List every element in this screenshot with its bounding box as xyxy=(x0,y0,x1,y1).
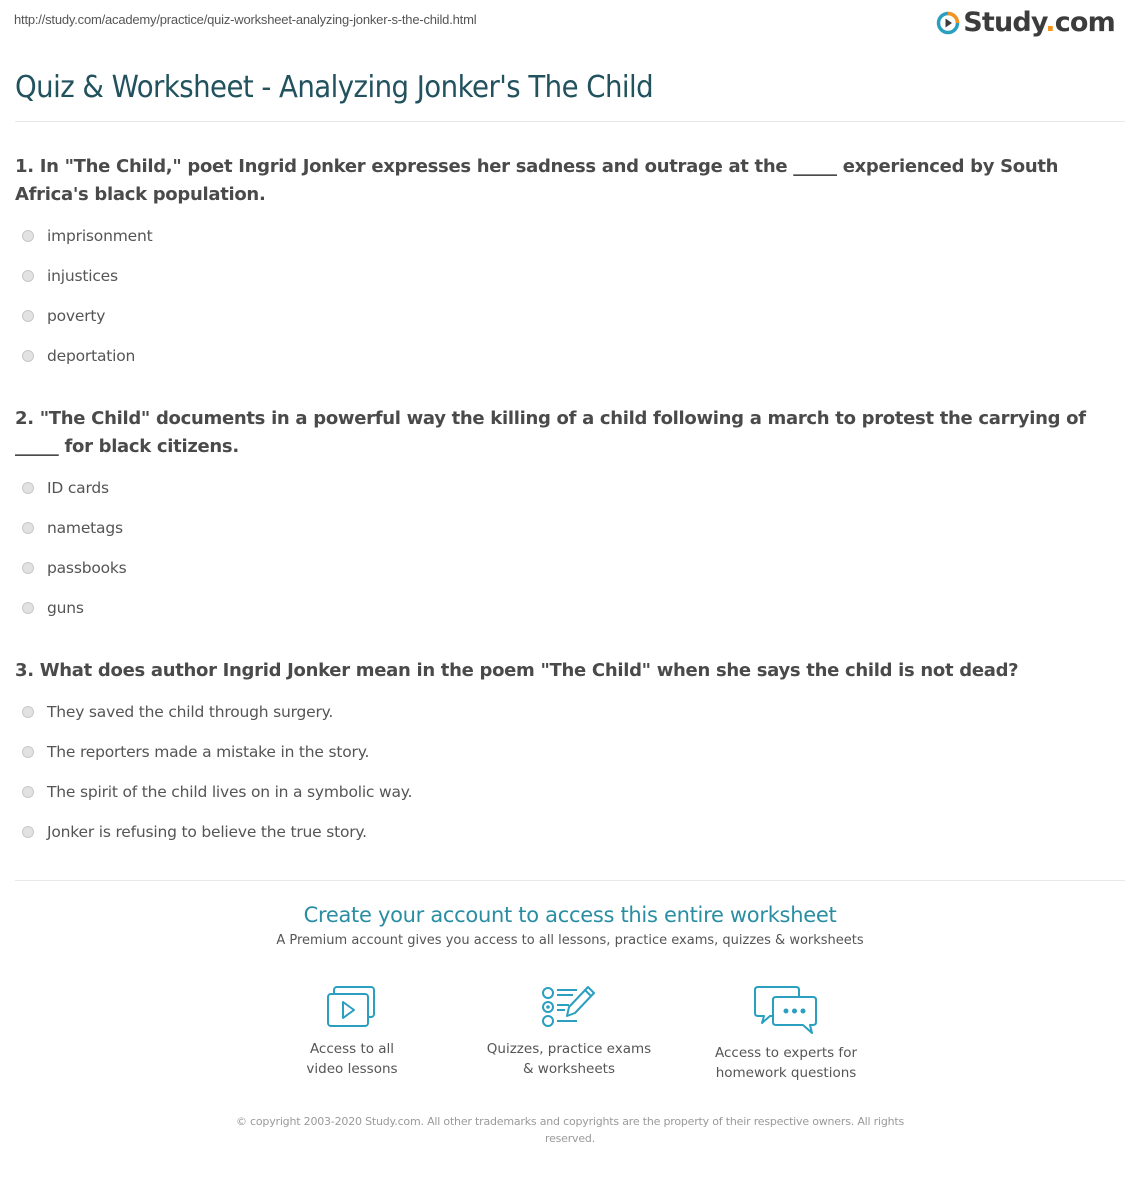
feature-label-line2: & worksheets xyxy=(522,1061,615,1077)
option-label: Jonker is refusing to believe the true story. xyxy=(47,823,367,841)
title-divider xyxy=(15,121,1125,122)
radio-button-icon[interactable] xyxy=(22,522,34,534)
option-label: ID cards xyxy=(47,479,109,497)
option-label: imprisonment xyxy=(47,227,153,245)
option-q3-a[interactable] xyxy=(22,701,333,723)
option-q1-a[interactable] xyxy=(22,225,152,247)
option-label: guns xyxy=(47,599,84,617)
feature-label-line1: Quizzes, practice exams xyxy=(486,1041,652,1057)
copyright-notice: © copyright 2003-2020 Study.com. All other trademarks and copyrights are the property of their respective owners. All rights reserved. xyxy=(235,1115,905,1145)
question-2: 2. "The Child" documents in a powerful way the killing of a child following a march to protest the carrying of _____ for black citizens. xyxy=(15,408,1086,457)
radio-button-icon[interactable] xyxy=(22,350,34,362)
header-bar xyxy=(0,0,1140,44)
play-circle-icon xyxy=(936,11,960,35)
option-q2-d[interactable] xyxy=(22,597,84,619)
option-q3-c[interactable] xyxy=(22,781,412,803)
chat-bubbles-icon xyxy=(754,985,818,1035)
radio-button-icon[interactable] xyxy=(22,482,34,494)
option-q1-b[interactable] xyxy=(22,265,118,287)
cta-subtitle: A Premium account gives you access to all lessons, practice exams, quizzes & worksheets xyxy=(276,933,864,948)
option-label: injustices xyxy=(47,267,118,285)
page-title: Quiz & Worksheet - Analyzing Jonker's The Child xyxy=(15,70,654,105)
radio-button-icon[interactable] xyxy=(22,602,34,614)
feature-label-line2: video lessons xyxy=(306,1061,398,1077)
option-label: The spirit of the child lives on in a symbolic way. xyxy=(47,783,413,801)
feature-experts xyxy=(686,985,886,1083)
quiz-checklist-icon xyxy=(541,985,597,1031)
radio-button-icon[interactable] xyxy=(22,230,34,242)
question-3: 3. What does author Ingrid Jonker mean in the poem "The Child" when she says the child is not dead? xyxy=(15,660,1019,681)
video-lessons-icon xyxy=(326,985,378,1031)
option-label: They saved the child through surgery. xyxy=(47,703,334,721)
feature-label-line2: homework questions xyxy=(715,1065,857,1081)
radio-button-icon[interactable] xyxy=(22,310,34,322)
option-label: passbooks xyxy=(47,559,127,577)
radio-button-icon[interactable] xyxy=(22,786,34,798)
option-q3-b[interactable] xyxy=(22,741,369,763)
option-q1-d[interactable] xyxy=(22,345,135,367)
feature-label-line1: Access to experts for xyxy=(714,1045,857,1061)
feature-video-lessons xyxy=(252,985,452,1079)
feature-quizzes xyxy=(469,985,669,1079)
radio-button-icon[interactable] xyxy=(22,826,34,838)
option-label: poverty xyxy=(47,307,106,325)
page-url[interactable]: http://study.com/academy/practice/quiz-worksheet-analyzing-jonker-s-the-child.html xyxy=(14,12,477,27)
section-divider xyxy=(15,880,1125,881)
create-account-link[interactable]: Create your account to access this entire worksheet xyxy=(303,903,837,927)
option-label: nametags xyxy=(47,519,123,537)
feature-label-line1: Access to all xyxy=(309,1041,395,1057)
option-label: deportation xyxy=(47,347,136,365)
option-q2-b[interactable] xyxy=(22,517,123,539)
option-label: The reporters made a mistake in the story. xyxy=(47,743,370,761)
study-com-logo[interactable] xyxy=(936,8,1115,38)
logo-text: Study.com xyxy=(963,7,1115,38)
option-q3-d[interactable] xyxy=(22,821,367,843)
question-1: 1. In "The Child," poet Ingrid Jonker expresses her sadness and outrage at the _____ experienced by South Africa's black population. xyxy=(15,156,1059,205)
radio-button-icon[interactable] xyxy=(22,706,34,718)
option-q2-c[interactable] xyxy=(22,557,127,579)
option-q2-a[interactable] xyxy=(22,477,109,499)
radio-button-icon[interactable] xyxy=(22,746,34,758)
radio-button-icon[interactable] xyxy=(22,270,34,282)
option-q1-c[interactable] xyxy=(22,305,105,327)
radio-button-icon[interactable] xyxy=(22,562,34,574)
